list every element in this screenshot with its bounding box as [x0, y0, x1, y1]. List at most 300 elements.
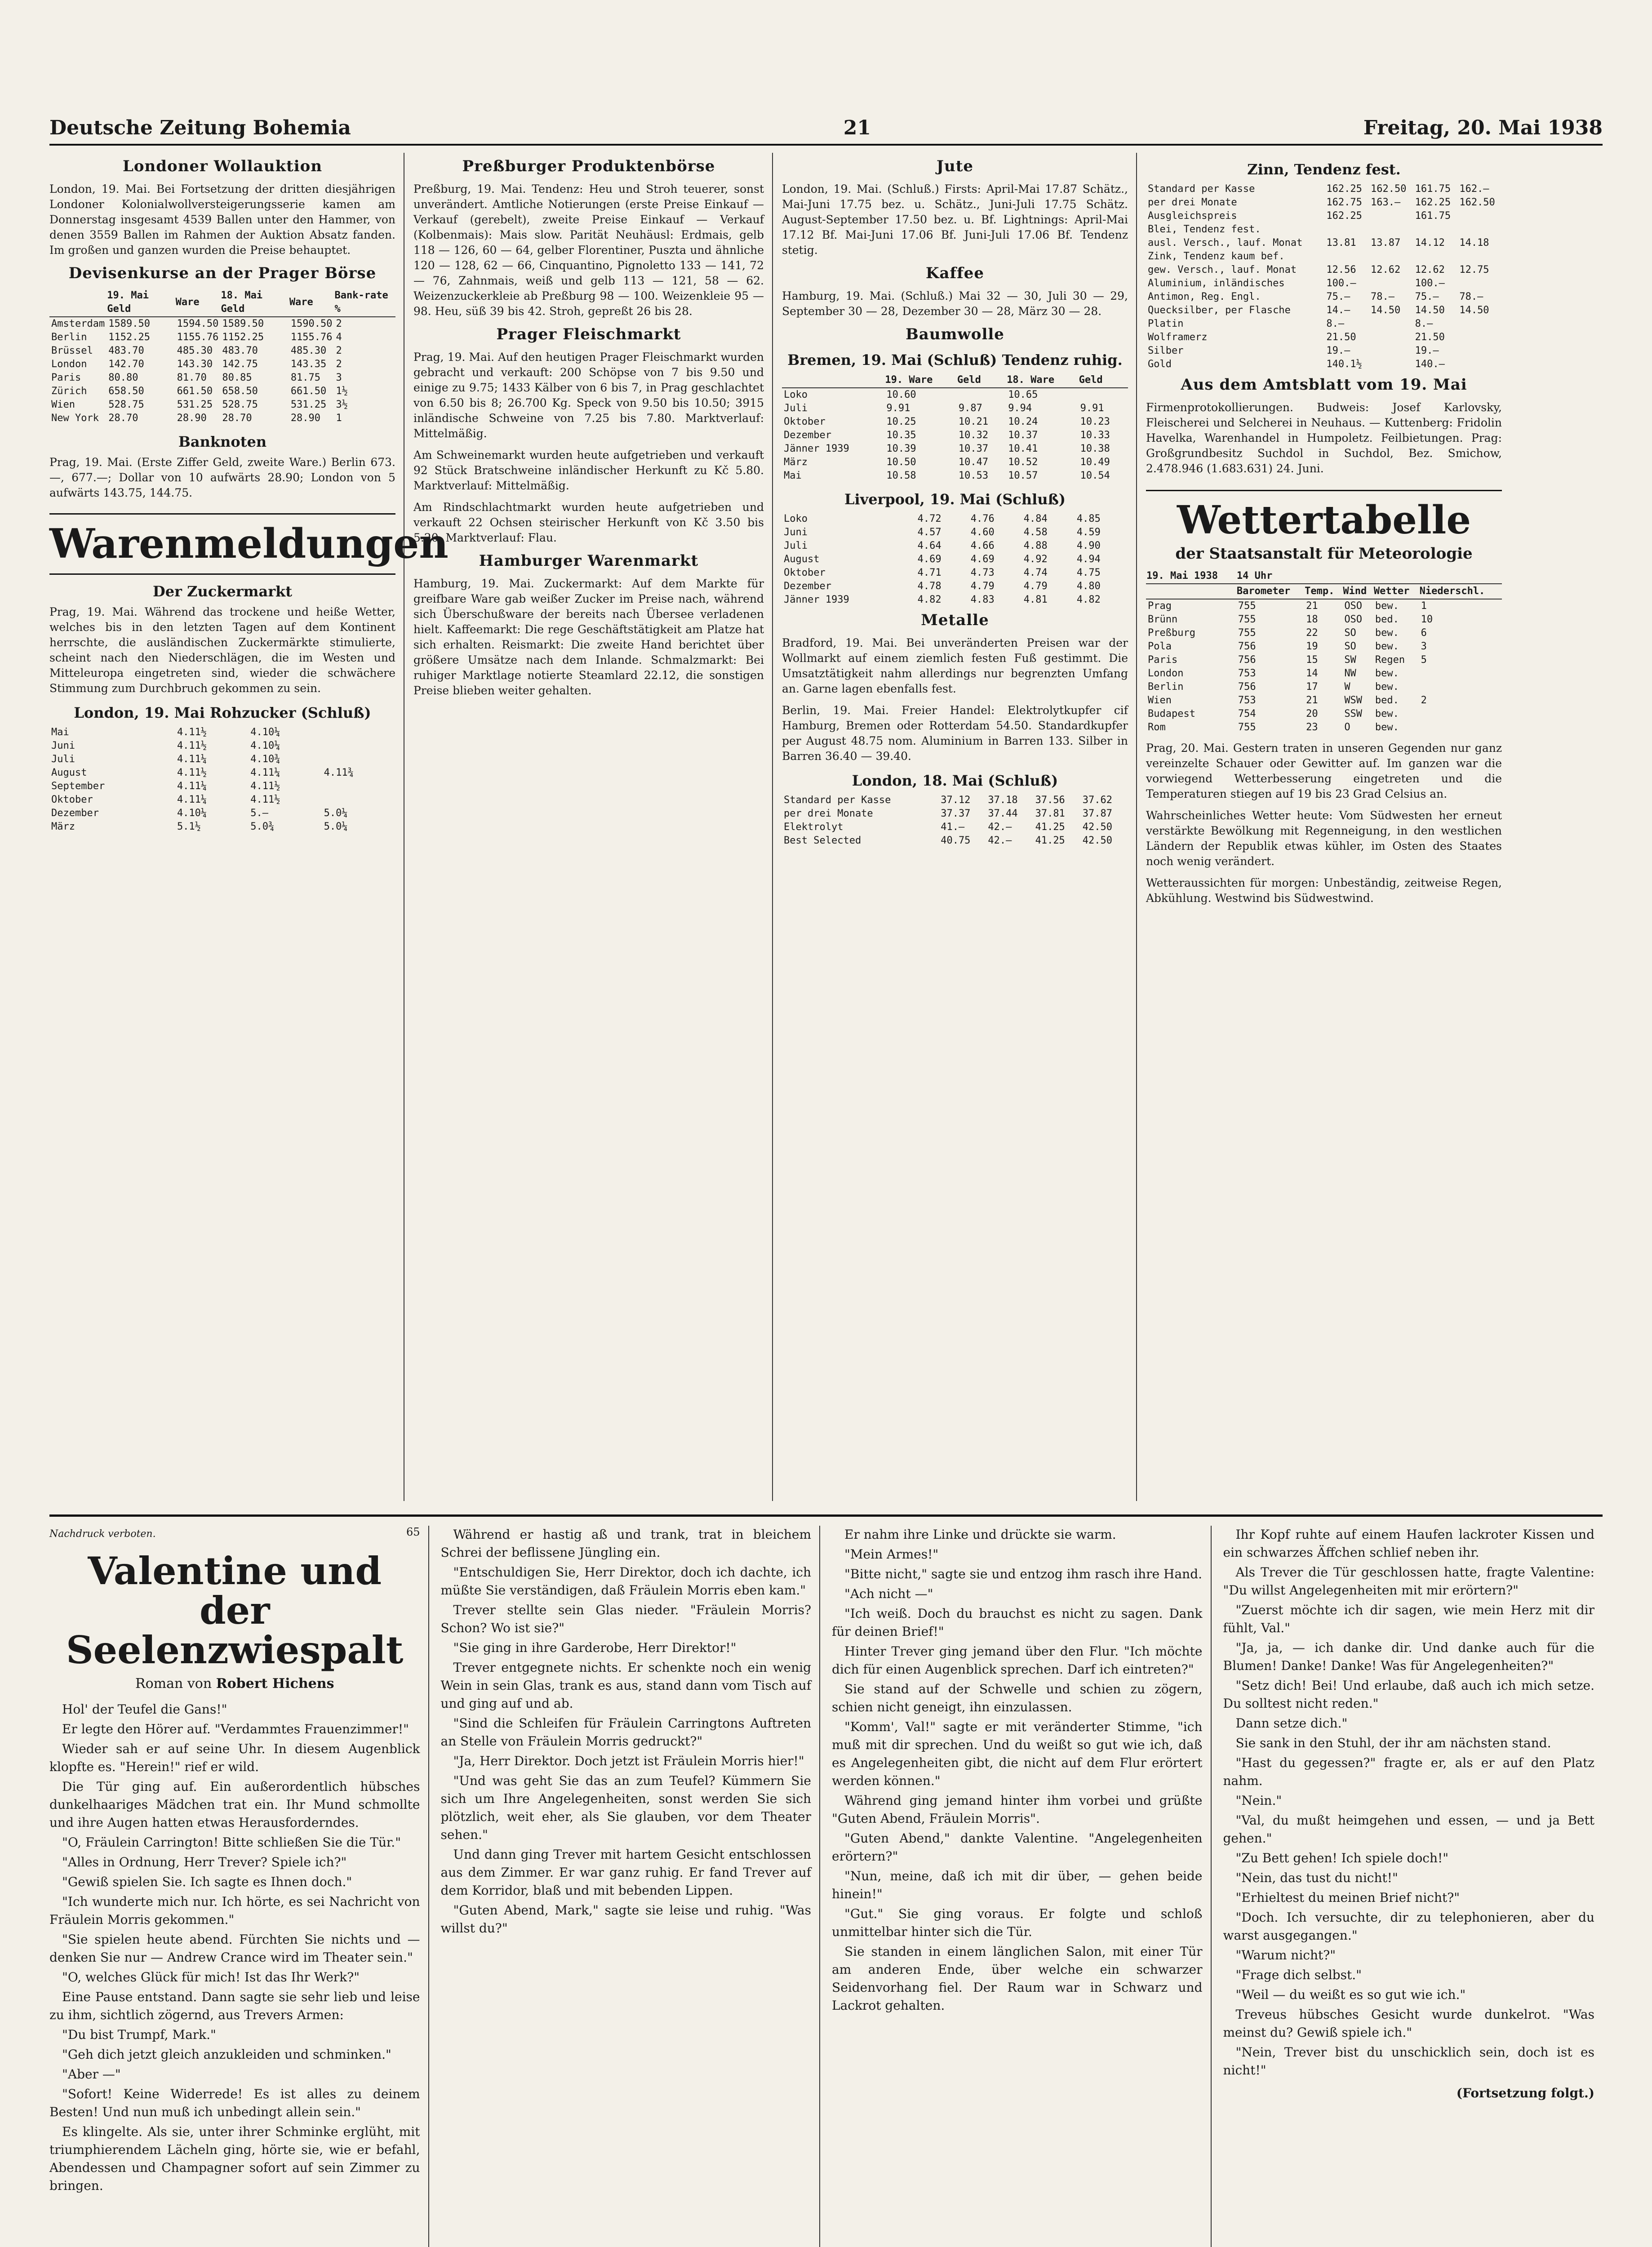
- table-cell: 161.75: [1415, 183, 1451, 195]
- pressburg-heading: Preßburger Produktenbörse: [462, 157, 715, 175]
- table-cell: 19: [1306, 641, 1318, 652]
- novel-paragraph: "Zu Bett gehen! Ich spiele doch!": [1235, 1851, 1449, 1865]
- table-row: [49, 331, 395, 344]
- table-cell: OSO: [1344, 614, 1363, 625]
- berlin-metals-text: Berlin, 19. Mai. Freier Handel: Elektrolytkupfer cif Hamburg, Bremen oder Rotterdam 54.50. Standardkupfer per August 48.75 nom. Aluminium in Barren 133. Silber in Barren 36.40 — 39.40.: [782, 704, 1128, 763]
- table-cell: 5.—: [250, 807, 269, 819]
- table-row: [782, 456, 1128, 469]
- table-cell: 28.90: [290, 413, 321, 424]
- table-cell: 9.87: [958, 403, 982, 414]
- table-cell: 2: [1421, 695, 1427, 706]
- table-row: [1146, 599, 1502, 613]
- table-row: [782, 821, 1128, 834]
- table-row: [49, 780, 395, 793]
- table-cell: bew.: [1375, 668, 1399, 679]
- london-copper-heading: London, 18. Mai (Schluß): [852, 772, 1058, 789]
- london-sugar-table: [49, 726, 395, 834]
- wool-auction-heading: Londoner Wollauktion: [122, 157, 323, 175]
- table-cell: [1369, 331, 1413, 344]
- novel-genre: Roman von: [135, 1675, 212, 1692]
- metals-heading: Metalle: [921, 611, 989, 629]
- section-divider: [49, 1514, 1603, 1517]
- table-row: [1146, 223, 1502, 236]
- novel-paragraph: Wieder sah er auf seine Uhr. In diesem Augenblick klopfte es. "Herein!" rief er wild.: [49, 1741, 420, 1774]
- table-cell: 10.37: [1008, 430, 1038, 441]
- table-cell: [1369, 317, 1413, 331]
- table-cell: August: [784, 554, 820, 565]
- table-cell: Paris: [1148, 654, 1178, 666]
- table-cell: Zürich: [51, 386, 87, 397]
- column-header: Geld: [1079, 373, 1128, 388]
- table-cell: Oktober: [784, 567, 826, 578]
- table-cell: per drei Monate: [1148, 197, 1237, 208]
- table-cell: 42.50: [1082, 822, 1112, 833]
- official-gazette-text: Firmenprotokollierungen. Budweis: Josef Karlovsky, Fleischerei und Selcherei in Neuhaus. — Kuttenberg: Fridolin Havelka, Warenhandel in Humpoletz. Feilbietungen. Prag: Großgrundbesitz Suchdol in Suchdol, Bez. Smichow, 2.478.946 (1.683.631) 24. Juni.: [1146, 401, 1502, 475]
- hamburg-market-text: Hamburg, 19. Mai. Zuckermarkt: Auf dem Markte für greifbare Ware gab weißer Zucker im Preise nach, während sich Überschußware der bereits nach Übersee verladenen hielt. Kaffeemarkt: Die rege Geschäftstätigkeit am Platze hat sich erhalten. Reismarkt: Die zweite Hand berichtet über größere Umsätze nach dem Inlande. Schmalzmarkt: Bei ruhiger Marktlage notierte Steamlard 22.12, die sonstigen Preise blieben weiter gehalten.: [413, 577, 764, 697]
- table-cell: 10.21: [958, 416, 989, 427]
- table-cell: Brüssel: [51, 345, 93, 356]
- table-cell: 42.—: [988, 822, 1012, 833]
- table-row: [782, 539, 1128, 553]
- table-cell: 4.82: [917, 594, 941, 605]
- table-cell: 4: [336, 332, 342, 343]
- table-cell: 21.50: [1415, 332, 1445, 343]
- table-cell: August: [51, 767, 87, 778]
- table-cell: 483.70: [108, 345, 144, 356]
- table-cell: 10.60: [886, 389, 916, 400]
- table-cell: OSO: [1344, 600, 1363, 612]
- market-section: [49, 153, 1603, 1501]
- table-cell: 37.56: [1035, 795, 1065, 806]
- novel-paragraph: Treveus hübsches Gesicht wurde dunkelrot. "Was meinst du? Gewiß spiele ich.": [1223, 2007, 1594, 2040]
- masthead: [49, 112, 1603, 146]
- weather-forecast-text: Wahrscheinliches Wetter heute: Vom Südwesten her erneut verstärkte Bewölkung mit Regenneigung, in den westlichen Ländern der Republik etwas kühler, im Osten des Staates noch wenig verändert.: [1146, 809, 1502, 868]
- table-cell: 9.94: [1008, 403, 1032, 414]
- table-cell: Berlin: [51, 332, 87, 343]
- table-cell: SO: [1344, 627, 1356, 639]
- novel-paragraph: Eine Pause entstand. Dann sagte sie sehr lieb und leise zu ihm, sichtlich zögernd, aus Trevers Armen:: [49, 1989, 420, 2022]
- reprint-note: Nachdruck verboten.: [49, 1528, 156, 1540]
- table-row: [1146, 667, 1502, 680]
- table-cell: 5: [1421, 654, 1427, 666]
- table-row: [1146, 613, 1502, 626]
- table-cell: 754: [1238, 708, 1256, 719]
- table-cell: 10.38: [1080, 443, 1110, 454]
- table-cell: 143.35: [290, 359, 327, 370]
- table-cell: 19.—: [1415, 345, 1439, 356]
- table-cell: 41.25: [1035, 822, 1065, 833]
- column-header: Temp.: [1304, 584, 1342, 599]
- novel-paragraph: Als Trever die Tür geschlossen hatte, fragte Valentine: "Du willst Angelegenheiten mit mir erörtern?": [1223, 1565, 1594, 1598]
- table-cell: 37.44: [988, 808, 1018, 819]
- table-cell: Oktober: [784, 416, 826, 427]
- table-row: [782, 593, 1128, 607]
- column-2: [413, 153, 773, 1501]
- table-cell: 162.25: [1326, 210, 1362, 222]
- table-cell: [1457, 358, 1502, 371]
- table-cell: 2: [336, 359, 342, 370]
- table-cell: 37.37: [941, 808, 971, 819]
- table-cell: 4.11½: [250, 780, 280, 792]
- table-cell: [1457, 344, 1502, 358]
- table-cell: 528.75: [222, 399, 258, 410]
- table-row: [782, 794, 1128, 807]
- table-cell: 4.11¼: [177, 780, 207, 792]
- novel-column-2: [441, 1526, 821, 2247]
- table-cell: [1419, 680, 1502, 694]
- table-row: [49, 726, 395, 739]
- table-cell: 4.88: [1023, 540, 1048, 551]
- table-row: [782, 553, 1128, 566]
- table-cell: September: [51, 780, 105, 792]
- novel-paragraph: "Sie ging in ihre Garderobe, Herr Direktor!": [453, 1640, 737, 1655]
- table-cell: 4.58: [1023, 527, 1048, 538]
- table-cell: [957, 388, 1006, 402]
- table-cell: 10.57: [1008, 470, 1038, 481]
- table-cell: 143.30: [177, 359, 213, 370]
- novel-paragraph: "Aber —": [62, 2066, 121, 2082]
- cotton-heading: Baumwolle: [906, 325, 1004, 343]
- table-cell: März: [784, 457, 808, 468]
- table-cell: 80.85: [222, 372, 252, 383]
- table-cell: 28.70: [222, 413, 252, 424]
- table-cell: 37.12: [941, 795, 971, 806]
- table-row: [782, 526, 1128, 539]
- table-row: [782, 415, 1128, 429]
- novel-paragraph: "Gewiß spielen Sie. Ich sagte es Ihnen doch.": [62, 1874, 352, 1889]
- table-cell: [322, 753, 395, 766]
- table-cell: 4.79: [970, 581, 995, 592]
- table-cell: Juli: [784, 403, 808, 414]
- table-cell: [1369, 277, 1413, 290]
- liverpool-cotton-heading: Liverpool, 19. Mai (Schluß): [844, 491, 1066, 508]
- cattle-market-text: Am Rindschlachtmarkt wurden heute aufgetrieben und verkauft 22 Ochsen steirischer Herkunft von Kč 3.50 bis 5.20. Marktverlauf: Flau.: [413, 501, 764, 544]
- table-cell: 41.25: [1035, 835, 1065, 846]
- london-copper-table: [782, 794, 1128, 848]
- table-row: [49, 739, 395, 753]
- novel-paragraph: Sie sank in den Stuhl, der ihr am nächsten stand.: [1235, 1736, 1551, 1750]
- table-cell: 10.24: [1008, 416, 1038, 427]
- table-cell: Loko: [784, 513, 808, 524]
- table-cell: 4.74: [1023, 567, 1048, 578]
- table-cell: 78.—: [1459, 291, 1483, 302]
- table-cell: [1324, 223, 1369, 236]
- table-row: [49, 766, 395, 780]
- table-cell: Platin: [1148, 318, 1184, 329]
- table-cell: 2: [336, 345, 342, 356]
- table-row: [49, 385, 395, 398]
- table-cell: März: [51, 821, 75, 832]
- table-cell: 81.75: [290, 372, 321, 383]
- table-cell: 2: [336, 318, 342, 329]
- table-cell: [322, 726, 395, 739]
- table-cell: [1457, 250, 1502, 263]
- novel-paragraph: "Hast du gegessen?" fragte er, als er auf den Platz nahm.: [1223, 1755, 1594, 1788]
- table-cell: ausl. Versch., lauf. Monat: [1148, 237, 1303, 249]
- table-cell: 10.65: [1008, 389, 1038, 400]
- table-cell: 1594.50: [177, 318, 219, 329]
- novel-paragraph: "Nein.": [1235, 1793, 1282, 1808]
- table-cell: 3½: [336, 399, 348, 410]
- commodity-reports-heading: Warenmeldungen: [49, 513, 395, 575]
- table-cell: 10.37: [958, 443, 989, 454]
- table-cell: Elektrolyt: [784, 822, 844, 833]
- novel-paragraph: Die Tür ging auf. Ein außerordentlich hübsches dunkelhaariges Mädchen trat ein. Ihr Mund schmollte und ihre Augen hatten etwas Herausforderndes.: [49, 1779, 420, 1830]
- novel-paragraph: "Nun, meine, daß ich mit dir über, — gehen beide hinein!": [832, 1869, 1203, 1901]
- table-cell: Wien: [51, 399, 75, 410]
- novel-paragraph: "Nein, Trever bist du unschicklich sein, doch ist es nicht!": [1223, 2045, 1594, 2078]
- novel-paragraph: Sie stand auf der Schwelle und schien zu zögern, schien nicht geneigt, ihn einzulassen.: [832, 1682, 1203, 1714]
- table-cell: 755: [1238, 614, 1256, 625]
- table-cell: 10.23: [1080, 416, 1110, 427]
- table-cell: 14.50: [1371, 305, 1401, 316]
- novel-paragraph: "Erhieltest du meinen Brief nicht?": [1235, 1890, 1460, 1905]
- table-cell: 100.—: [1326, 278, 1356, 289]
- table-cell: 4.94: [1076, 554, 1101, 565]
- novel-paragraph: "Ja, ja, — ich danke dir. Und danke auch für die Blumen! Danke! Danke! Was für Angelegenheiten?": [1223, 1640, 1594, 1673]
- table-cell: 162.75: [1326, 197, 1362, 208]
- table-cell: Budapest: [1148, 708, 1195, 719]
- table-cell: 4.72: [917, 513, 941, 524]
- table-cell: 483.70: [222, 345, 258, 356]
- table-cell: 4.11½: [250, 794, 280, 805]
- currency-rates-table: [49, 289, 395, 425]
- table-cell: 100.—: [1415, 278, 1445, 289]
- table-cell: [1457, 331, 1502, 344]
- table-cell: 162.25: [1326, 183, 1362, 195]
- novel-paragraph: "Bitte nicht," sagte sie und entzog ihm rasch ihre Hand.: [844, 1567, 1203, 1581]
- table-row: [1146, 626, 1502, 640]
- table-cell: Standard per Kasse: [1148, 183, 1255, 195]
- table-cell: [1413, 223, 1458, 236]
- bremen-cotton-heading: Bremen, 19. Mai (Schluß) Tendenz ruhig.: [787, 351, 1123, 369]
- table-row: [49, 793, 395, 807]
- table-cell: Ausgleichspreis: [1148, 210, 1237, 222]
- table-row: [49, 820, 395, 834]
- column-header: [49, 289, 107, 317]
- table-cell: 755: [1238, 722, 1256, 733]
- bradford-text: Bradford, 19. Mai. Bei unveränderten Preisen war der Wollmarkt auf einem ziemlich festen Fuß gestimmt. Die Umsatztätigkeit nahm allerdings nur begrenzten Umfang an. Garne lagen ebenfalls fest.: [782, 636, 1128, 695]
- table-cell: 753: [1238, 668, 1256, 679]
- novel-paragraph: "Setz dich! Bei! Und erlaube, daß auch ich mich setze. Du solltest nicht reden.": [1223, 1678, 1594, 1711]
- table-cell: Brünn: [1148, 614, 1178, 625]
- table-cell: per drei Monate: [784, 808, 873, 819]
- table-cell: 37.81: [1035, 808, 1065, 819]
- table-cell: 4.64: [917, 540, 941, 551]
- novel-paragraph: "Du bist Trumpf, Mark.": [62, 2027, 216, 2042]
- table-cell: 755: [1238, 627, 1256, 639]
- currency-rates-heading: Devisenkurse an der Prager Börse: [68, 264, 377, 282]
- table-cell: 142.70: [108, 359, 144, 370]
- table-row: [1146, 209, 1502, 223]
- table-cell: 756: [1238, 681, 1256, 693]
- column-header: 19. Ware: [884, 373, 956, 388]
- weather-outlook-text: Wetteraussichten für morgen: Unbeständig, zeitweise Regen, Abkühlung. Westwind bis Südwestwind.: [1146, 876, 1502, 905]
- sugar-market-text: Prag, 19. Mai. Während das trockene und heiße Wetter, welches bis in den letzten Tagen auf dem Kontinent herrschte, die ausländischen Zuckermärkte stimulierte, scheint nach den Niederschlägen, die im Westen und Mitteleuropa eingetreten sind, wieder die schwächere Stimmung zum Durchbruch gekommen zu sein.: [49, 605, 395, 695]
- table-row: [1146, 680, 1502, 694]
- novel-paragraph: "Alles in Ordnung, Herr Trever? Spiele ich?": [62, 1854, 347, 1870]
- table-cell: 4.57: [917, 527, 941, 538]
- novel-paragraph: "Mein Armes!": [844, 1547, 939, 1562]
- page-number: 21: [843, 116, 871, 139]
- table-cell: New York: [51, 413, 99, 424]
- table-cell: 661.50: [177, 386, 213, 397]
- table-cell: 75.—: [1415, 291, 1439, 302]
- table-cell: 42.50: [1082, 835, 1112, 846]
- novel-paragraph: "Und was geht Sie das an zum Teufel? Kümmern Sie sich um Ihre Angelegenheiten, sonst werden Sie sich plötzlich, weit eher, als Sie glauben, vor dem Theater sehen.": [440, 1773, 811, 1842]
- novel-text-4: [1223, 1526, 1595, 2079]
- table-cell: 14.12: [1415, 237, 1445, 249]
- table-cell: 10.50: [886, 457, 916, 468]
- table-cell: SO: [1344, 641, 1356, 652]
- novel-paragraph: "Zuerst möchte ich dir sagen, wie mein Herz mit dir fühlt, Val.": [1223, 1603, 1594, 1635]
- novel-paragraph: "Sofort! Keine Widerrede! Es ist alles zu deinem Besten! Und nun muß ich unbedingt allein sein.": [49, 2086, 420, 2119]
- serial-novel: [49, 1526, 1603, 2247]
- official-gazette-heading: Aus dem Amtsblatt vom 19. Mai: [1181, 376, 1467, 394]
- table-cell: London: [1148, 668, 1184, 679]
- table-cell: 10.33: [1080, 430, 1110, 441]
- table-cell: [1369, 223, 1413, 236]
- novel-paragraph: Es klingelte. Als sie, unter ihrer Schminke erglüht, mit triumphierendem Lächeln ging, hörte sie, wie er befahl, Abendessen und Champagner sofort auf sein Zimmer zu bringen.: [49, 2124, 420, 2193]
- table-cell: NW: [1344, 668, 1356, 679]
- table-cell: 1590.50: [290, 318, 333, 329]
- table-cell: bew.: [1375, 722, 1399, 733]
- table-cell: Oktober: [51, 794, 93, 805]
- table-cell: 4.11¼: [177, 753, 207, 765]
- table-cell: [322, 780, 395, 793]
- table-cell: 10.53: [958, 470, 989, 481]
- table-cell: 20: [1306, 708, 1318, 719]
- table-cell: Silber: [1148, 345, 1184, 356]
- table-cell: Best Selected: [784, 835, 862, 846]
- column-header: 18. Mai Geld: [220, 289, 289, 317]
- table-cell: 4.59: [1076, 527, 1101, 538]
- table-cell: 10.32: [958, 430, 989, 441]
- table-cell: bew.: [1375, 627, 1399, 639]
- table-cell: 1: [336, 413, 342, 424]
- table-cell: Juni: [784, 527, 808, 538]
- column-header: Ware: [289, 289, 334, 317]
- novel-paragraph: Trever entgegnete nichts. Er schenkte noch ein wenig Wein in sein Glas, trank es aus, stand dann vom Tisch auf und ging auf und ab.: [440, 1660, 811, 1711]
- table-cell: 12.62: [1415, 264, 1445, 275]
- column-header: Bank-rate %: [334, 289, 395, 317]
- novel-paragraph: "Sie spielen heute abend. Fürchten Sie nichts und — denken Sie nur — Andrew Crance wird im Theater sein.": [49, 1932, 420, 1965]
- london-metals-table: [1146, 182, 1502, 371]
- pig-market-text: Am Schweinemarkt wurden heute aufgetrieben und verkauft 92 Stück Bratschweine inländischer Herkunft zu Kč 5.80. Marktverlauf: Mittelmäßig.: [413, 449, 764, 492]
- table-cell: 661.50: [290, 386, 327, 397]
- table-cell: Pola: [1148, 641, 1172, 652]
- novel-paragraph: "Val, du mußt heimgehen und essen, — und ja Bett gehen.": [1223, 1813, 1594, 1846]
- weather-time-label: 14 Uhr: [1236, 569, 1502, 584]
- table-cell: bed.: [1375, 695, 1399, 706]
- table-cell: bew.: [1375, 600, 1399, 612]
- table-cell: [1413, 250, 1458, 263]
- novel-paragraph: "Ach nicht —": [844, 1586, 933, 1601]
- novel-paragraph: Hinter Trever ging jemand über den Flur. "Ich möchte dich für einen Augenblick sprechen. Darf ich eintreten?": [832, 1644, 1203, 1677]
- table-cell: 163.—: [1371, 197, 1401, 208]
- table-row: [1146, 331, 1502, 344]
- sugar-market-heading: Der Zuckermarkt: [152, 582, 292, 600]
- table-cell: 3: [336, 372, 342, 383]
- novel-paragraph: "O, welches Glück für mich! Ist das Ihr Werk?": [62, 1969, 360, 1985]
- novel-text-2: [441, 1526, 812, 1937]
- table-cell: 1155.76: [290, 332, 333, 343]
- table-row: [1146, 344, 1502, 358]
- table-cell: 658.50: [108, 386, 144, 397]
- table-row: [1146, 304, 1502, 317]
- novel-paragraph: "Ja, Herr Direktor. Doch jetzt ist Fräulein Morris hier!": [453, 1754, 804, 1768]
- table-cell: [1369, 344, 1413, 358]
- installment-number: 65: [406, 1526, 420, 1538]
- table-row: [1146, 653, 1502, 667]
- table-cell: bew.: [1375, 708, 1399, 719]
- novel-paragraph: "O, Fräulein Carrington! Bitte schließen Sie die Tür.": [62, 1834, 401, 1850]
- reprint-line: [49, 1526, 420, 1548]
- table-cell: W: [1344, 681, 1350, 693]
- table-cell: 15: [1306, 654, 1318, 666]
- table-row: [782, 580, 1128, 593]
- novel-text-3: [832, 1526, 1203, 2015]
- table-cell: gew. Versch., lauf. Monat: [1148, 264, 1297, 275]
- table-row: [49, 371, 395, 385]
- table-row: [1146, 640, 1502, 653]
- table-cell: Wolframerz: [1148, 332, 1208, 343]
- table-cell: 485.30: [290, 345, 327, 356]
- column-header: [782, 373, 884, 388]
- novel-paragraph: "Weil — du weißt es so gut wie ich.": [1235, 1987, 1466, 2002]
- novel-paragraph: Trever stellte sein Glas nieder. "Fräulein Morris? Schon? Wo ist sie?": [440, 1603, 811, 1635]
- table-row: [1146, 236, 1502, 250]
- novel-paragraph: Hol' der Teufel die Gans!": [62, 1701, 227, 1717]
- table-cell: 41.—: [941, 822, 965, 833]
- novel-column-4: [1223, 1526, 1603, 2247]
- table-cell: Jänner 1939: [784, 594, 849, 605]
- table-cell: 12.62: [1371, 264, 1401, 275]
- table-cell: [1457, 209, 1502, 223]
- pressburg-text: Preßburg, 19. Mai. Tendenz: Heu und Stroh teuerer, sonst unverändert. Amtliche Notierungen (erste Preise Einkauf — Verkauf (gerebelt), zweite Preise Einkauf — Verkauf (Kolbenmais): Mais slow. Parität Neuhäusl: Erdmais, gelb 118 — 126, 60 — 64, gelber Florentiner, Puszta und ähnliche 120 — 128, 62 — 66, Cinquantino, Pignoletto 133 — 141, 72 — 76, Zahnmais, weiß und gelb 113 — 121, 58 — 62. Weizenzuckerkleie ab Preßburg 98 — 100. Weizenkleie 95 — 98. Heu, süß 39 bis 42. Stroh, gepreßt 26 bis 28.: [413, 182, 764, 318]
- novel-paragraph: Er legte den Hörer auf. "Verdammtes Frauenzimmer!": [62, 1721, 409, 1736]
- novel-paragraph: "Gut." Sie ging voraus. Er folgte und schloß unmittelbar hinter sich die Tür.: [832, 1906, 1203, 1939]
- table-row: [1146, 263, 1502, 277]
- table-cell: 485.30: [177, 345, 213, 356]
- table-cell: 10.39: [886, 443, 916, 454]
- table-cell: 75.—: [1326, 291, 1350, 302]
- weather-table: [1146, 569, 1502, 734]
- table-cell: 4.85: [1076, 513, 1101, 524]
- table-cell: Quecksilber, per Flasche: [1148, 305, 1291, 316]
- table-cell: 756: [1238, 654, 1256, 666]
- table-cell: bew.: [1375, 681, 1399, 693]
- table-cell: 4.78: [917, 581, 941, 592]
- table-cell: Loko: [784, 389, 808, 400]
- table-cell: 19.—: [1326, 345, 1350, 356]
- coffee-text: Hamburg, 19. Mai. (Schluß.) Mai 32 — 30, Juli 30 — 29, September 30 — 28, Dezember 30 — 28, März 30 — 28.: [782, 289, 1128, 318]
- column-header: 19. Mai Geld: [107, 289, 175, 317]
- table-cell: Juni: [51, 740, 75, 751]
- table-cell: 14: [1306, 668, 1318, 679]
- table-cell: Dezember: [51, 807, 99, 819]
- table-cell: 4.11½: [177, 767, 207, 778]
- to-be-continued: (Fortsetzung folgt.): [1456, 2086, 1594, 2100]
- coffee-heading: Kaffee: [925, 264, 985, 282]
- table-row: [782, 566, 1128, 580]
- column-3: [782, 153, 1137, 1501]
- jute-text: London, 19. Mai. (Schluß.) Firsts: April-Mai 17.87 Schätz., Mai-Juni 17.75 bez. u. Schätz., Juni-Juli 17.75 Schätz. August-September 17.50 bez. u. Bf. Lightnings: April-Mai 17.12 Bf. Mai-Juni 17.06 Bf. Juni-Juli 17.06 Bf. Tendenz stetig.: [782, 182, 1128, 257]
- banknotes-heading: Banknoten: [178, 433, 267, 450]
- table-cell: 1152.25: [108, 332, 150, 343]
- table-row: [1146, 694, 1502, 707]
- column-header: Wetter: [1373, 584, 1419, 599]
